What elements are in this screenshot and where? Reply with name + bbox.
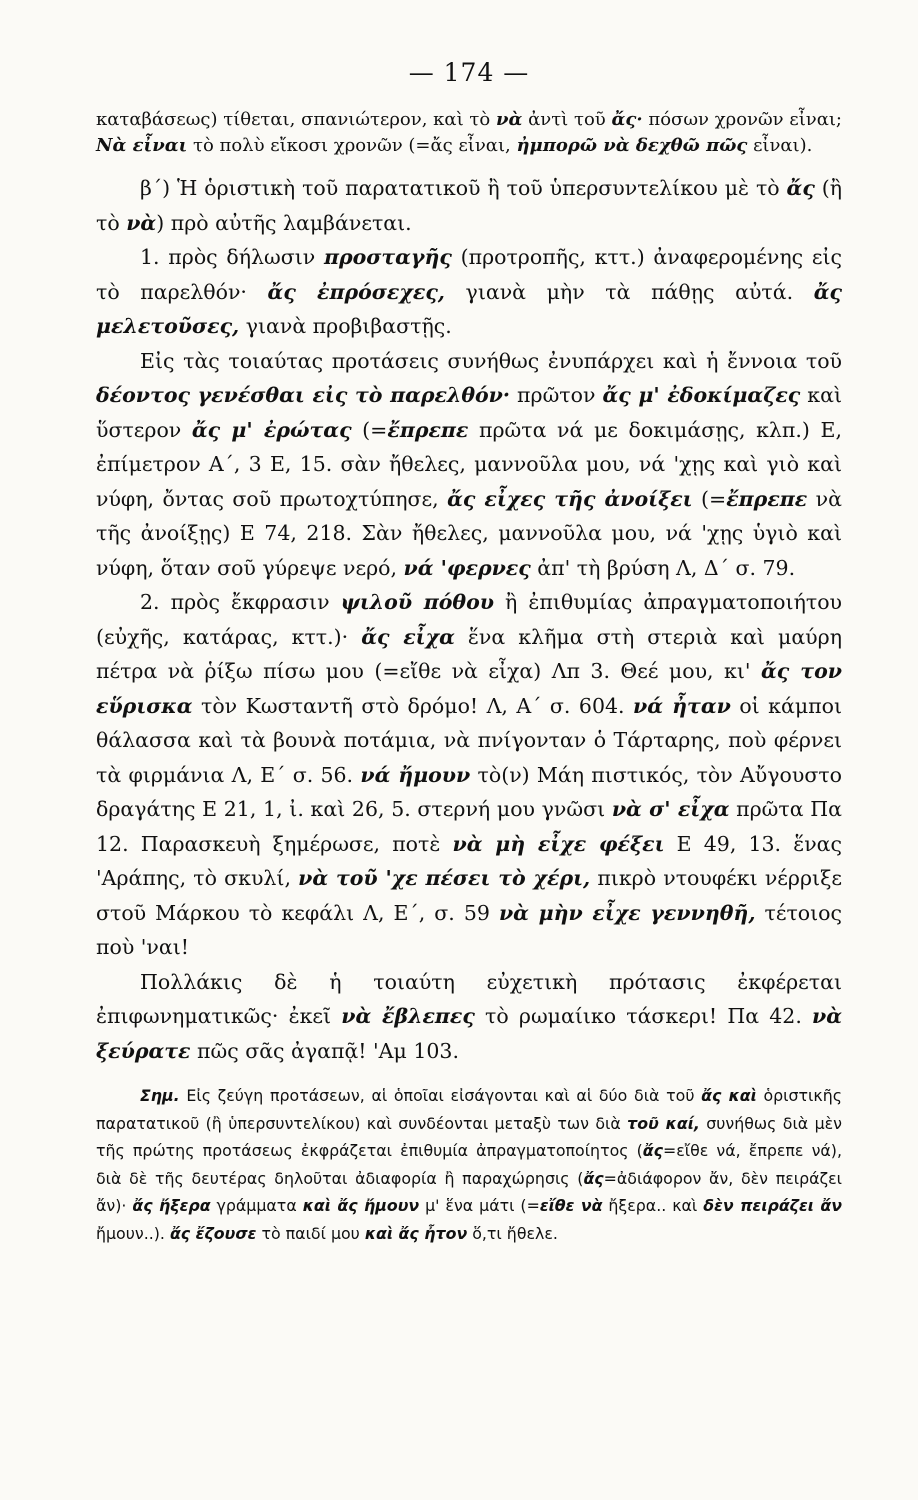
- emphasis-text: νὰ τοῦ 'χε πέσει τὸ χέρι,: [298, 866, 591, 890]
- emphasis-text: ἄς μ' ἐρώτας: [191, 417, 352, 442]
- emphasis-text: νὰ μὴ εἶχε φέξει: [452, 831, 665, 856]
- emphasis-text: νὰ: [496, 109, 523, 130]
- emphasis-text: ἔπρεπε: [387, 417, 469, 442]
- emphasis-text: καὶ ἄς ἤμουν: [302, 1196, 420, 1216]
- text-run: =εἴθε νά, ἔπρεπε νά), διὰ δὲ τῆς δευτέρας δηλοῦται ἀδιαφορία ἢ παραχώρησις (: [96, 1141, 842, 1188]
- text-run: ) πρὸ αὐτῆς λαμβάνεται.: [156, 210, 412, 235]
- emphasis-text: ἄς: [583, 1168, 604, 1188]
- emphasis-text: νά ἦταν: [633, 693, 731, 718]
- text-run: οἱ κάμποι θάλασσα καὶ τὰ βουνὰ ποτάμια, νὰ πνίγονταν ὁ Τάρταρης, ποὺ φέρνει τὰ φιρμάνια Λ, Ε΄ σ. 56.: [96, 693, 842, 787]
- text-run: καὶ ὕστερον: [96, 383, 843, 442]
- text-run: β΄) Ἡ ὁριστικὴ τοῦ παρατατικοῦ ἢ τοῦ ὑπερσυντελίκου μὲ τὸ: [140, 176, 787, 200]
- emphasis-text: ἄς μελετοῦσες,: [96, 279, 842, 338]
- text-run: ὅ,τι ἤθελε.: [467, 1223, 558, 1243]
- paragraph: [96, 107, 842, 159]
- text-run: (ἢ τὸ: [96, 176, 843, 235]
- emphasis-text: ἄς ἤξερα: [132, 1196, 211, 1216]
- emphasis-text: ἄς καὶ: [701, 1086, 757, 1105]
- emphasis-text: ἄς ἔζουσε: [169, 1223, 257, 1243]
- text-run: =ἀδιάφορον ἄν, δὲν πειράζει ἄν)·: [96, 1168, 843, 1216]
- emphasis-text: νά 'φερνες: [403, 555, 531, 580]
- text-run: μ' ἕνα μάτι (=: [419, 1196, 540, 1216]
- text-run: εἶναι).: [747, 135, 813, 156]
- emphasis-text: νὰ ἔβλεπες: [341, 1004, 475, 1028]
- paragraph: [96, 344, 842, 586]
- emphasis-text: ἄς εἶχα: [361, 624, 455, 649]
- text-run: Εἰς τὰς τοιαύτας προτάσεις συνήθως ἐνυπάρχει καὶ ἡ ἔννοια τοῦ: [140, 348, 842, 373]
- emphasis-text: ἔπρεπε: [726, 486, 808, 511]
- text-run: ἤξερα.. καὶ: [602, 1196, 704, 1216]
- paragraph: [96, 240, 842, 344]
- emphasis-text: εἴθε νὰ: [539, 1196, 603, 1216]
- emphasis-text: ἄς εἶχες τῆς ἀνοίξει: [447, 486, 693, 511]
- emphasis-text: ἄς: [786, 176, 815, 200]
- text-run: Πολλάκις δὲ ἡ τοιαύτη εὐχετικὴ πρότασις ἐκφέρεται ἐπιφωνηματικῶς· ἐκεῖ: [96, 969, 842, 1028]
- emphasis-text: ἄς·: [611, 109, 643, 130]
- text-run: συνήθως διὰ μὲν τῆς πρώτης προτάσεως ἐκφράζεται ἐπιθυμία ἀπραγματοποίητος (: [96, 1113, 842, 1161]
- paragraph: [96, 585, 842, 965]
- text-run: γιανὰ προβιβαστῇς.: [239, 314, 452, 338]
- text-run: (=: [692, 486, 727, 511]
- emphasis-text: ἄς: [642, 1141, 663, 1161]
- emphasis-text: δέοντος γενέσθαι εἰς τὸ παρελθόν·: [96, 383, 511, 407]
- text-run: 1. πρὸς δήλωσιν: [140, 245, 324, 269]
- text-run: ἕνα κλῆμα στὴ στεριὰ καὶ μαύρη πέτρα νὰ ῥίξω πίσω μου (=εἴθε νὰ εἶχα) Λπ 3. Θεέ μου, κι': [96, 624, 842, 683]
- text-run: ὁριστικῆς παρατατικοῦ (ἢ ὑπερσυντελίκου) καὶ συνδέονται μεταξὺ των διὰ: [96, 1086, 842, 1133]
- emphasis-text: ἄς τον εὕρισκα: [96, 659, 842, 718]
- text-run: Ε 49, 13. ἕνας 'Αράπης, τὸ σκυλί,: [96, 831, 842, 890]
- emphasis-text: ἄς μ' ἐδοκίμαζες: [602, 383, 801, 407]
- emphasis-text: ἄς ἐπρόσεχες,: [267, 279, 445, 304]
- text-run: ἀντὶ τοῦ: [522, 109, 612, 130]
- text-run: γράμματα: [210, 1196, 303, 1216]
- text-run: τὸ(ν) Μάη πιστικός, τὸν Αὔγουστο δραγάτης Ε 21, 1, ἰ. καὶ 26, 5. στερνή μου γνῶσι: [96, 762, 842, 821]
- emphasis-text: τοῦ καί,: [627, 1113, 700, 1133]
- text-run: πῶς σᾶς ἀγαπᾷ! 'Αμ 103.: [190, 1038, 459, 1063]
- text-run: τὸν Κωσταντῆ στὸ δρόμο! Λ, Α΄ σ. 604.: [192, 693, 634, 718]
- page-number: — 174 —: [408, 58, 530, 87]
- text-run: πρῶτον: [510, 383, 603, 407]
- emphasis-text: νὰ ξεύρατε: [96, 1004, 842, 1063]
- text-run: 2. πρὸς ἔκφρασιν: [140, 590, 341, 614]
- emphasis-text: ψιλοῦ πόθου: [340, 590, 494, 614]
- text-run: τέτοιος ποὺ 'ναι!: [96, 900, 842, 959]
- text-run: Εἰς ζεύγη προτάσεων, αἱ ὁποῖαι εἰσάγονται καὶ αἱ δύο διὰ τοῦ: [179, 1086, 702, 1105]
- emphasis-text: νὰ: [126, 210, 157, 235]
- text-run: πρῶτα Πα 12. Παρασκευὴ ξημέρωσε, ποτὲ: [96, 797, 842, 856]
- emphasis-text: Νὰ εἶναι: [96, 135, 188, 156]
- emphasis-text: Σημ.: [140, 1086, 180, 1105]
- text-run: τὸ ρωμαίικο τάσκερι! Πα 42.: [474, 1004, 812, 1028]
- emphasis-text: καὶ ἄς ἦτον: [364, 1223, 468, 1243]
- text-run: πρῶτα νά με δοκιμάσῃς, κλπ.) Ε, ἐπίμετρον Α΄, 3 Ε, 15. σὰν ἤθελες, μαννοῦλα μου, νά 'χῃς καὶ γιὸ καὶ νύφη, ὄντας σοῦ πρωτοχτύπησε,: [96, 417, 842, 511]
- text-run: τὸ παιδί μου: [256, 1223, 365, 1243]
- text-run: τὸ πολὺ εἴκοσι χρονῶν (=ἄς εἶναι,: [187, 135, 517, 156]
- text-run: ἀπ' τὴ βρύση Λ, Δ΄ σ. 79.: [530, 555, 796, 580]
- emphasis-text: προσταγῆς: [323, 245, 452, 269]
- body-text: [96, 107, 842, 1068]
- text-run: πόσων χρονῶν εἶναι;: [642, 109, 843, 130]
- text-run: ἤμουν..).: [96, 1223, 170, 1243]
- text-run: ἢ ἐπιθυμίας ἀπραγματοποιήτου (εὐχῆς, κατάρας, κττ.)·: [96, 590, 842, 649]
- emphasis-text: ἠμπορῶ νὰ δεχθῶ πῶς: [516, 135, 748, 156]
- emphasis-text: δὲν πειράζει ἄν: [703, 1196, 842, 1216]
- text-run: γιανὰ μὴν τὰ πάθῃς αὐτά.: [444, 279, 814, 304]
- emphasis-text: νά ἤμουν: [360, 762, 471, 787]
- text-run: (προτροπῆς, κττ.) ἀναφερομένης εἰς τὸ παρελθόν·: [96, 245, 842, 304]
- text-run: καταβάσεως) τίθεται, σπανιώτερον, καὶ τὸ: [96, 109, 496, 130]
- text-run: (=: [351, 417, 388, 442]
- footnote-note: [96, 1082, 842, 1248]
- text-run: πικρὸ ντουφέκι νέρριξε στοῦ Μάρκου τὸ κεφάλι Λ, Ε΄, σ. 59: [96, 866, 842, 925]
- emphasis-text: νὰ σ' εἶχα: [611, 797, 730, 821]
- emphasis-text: νὰ μὴν εἶχε γεννηθῆ,: [498, 900, 756, 925]
- paragraph: [96, 965, 842, 1069]
- paragraph: [96, 171, 842, 240]
- text-run: νὰ τῆς ἀνοίξῃς) Ε 74, 218. Σὰν ἤθελες, μαννοῦλα μου, νά 'χῃς ὑγιὸ καὶ νύφη, ὅταν σοῦ γύρεψε νερό,: [96, 486, 842, 580]
